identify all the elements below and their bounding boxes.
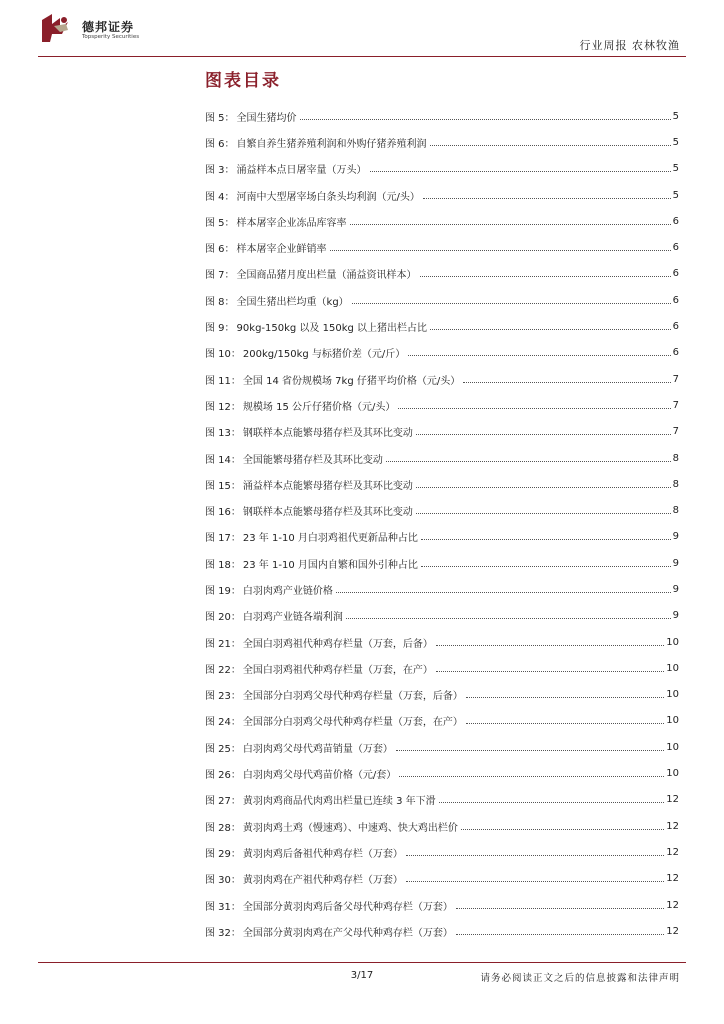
toc-dot-leader [416, 434, 671, 435]
toc-page-number: 6 [672, 347, 679, 359]
toc-figure-title: 全国生猪均价 [236, 112, 297, 124]
toc-figure-title: 白羽肉鸡父母代鸡苗价格（元/套） [242, 770, 397, 782]
toc-entry[interactable] [205, 208, 679, 234]
company-logo [38, 12, 156, 48]
toc-entry[interactable] [205, 576, 679, 602]
toc-dot-leader [456, 934, 664, 935]
toc-page-number: 5 [672, 136, 679, 148]
toc-page-number: 7 [672, 373, 679, 385]
toc-figure-label: 图 12： [205, 401, 241, 413]
toc-entry[interactable] [205, 392, 679, 418]
toc-page-number: 12 [666, 820, 679, 832]
toc-entry[interactable] [205, 497, 679, 523]
toc-page-number: 6 [672, 215, 679, 227]
toc-entry[interactable] [205, 419, 679, 445]
toc-dot-leader [430, 145, 671, 146]
toc-figure-title: 黄羽肉鸡后备祖代种鸡存栏（万套） [242, 848, 403, 860]
toc-entry[interactable] [205, 287, 679, 313]
toc-figure-label: 图 16： [205, 507, 241, 519]
toc-page-number: 10 [666, 741, 679, 753]
toc-dot-leader [456, 908, 664, 909]
toc-page-number: 9 [672, 583, 679, 595]
toc-dot-leader [352, 303, 671, 304]
toc-dot-leader [466, 723, 664, 724]
toc-dot-leader [463, 382, 670, 383]
toc-dot-leader [396, 750, 664, 751]
toc-figure-label: 图 13： [205, 428, 241, 440]
toc-figure-label: 图 22： [205, 664, 241, 676]
toc-dot-leader [350, 224, 671, 225]
toc-figure-label: 图 15： [205, 480, 241, 492]
toc-dot-leader [408, 355, 670, 356]
toc-page-number: 10 [666, 662, 679, 674]
toc-figure-title: 黄羽肉鸡土鸡（慢速鸡）、中速鸡、快大鸡出栏价 [242, 822, 458, 834]
toc-figure-label: 图 5： [205, 112, 235, 124]
toc-entry[interactable] [205, 182, 679, 208]
toc-dot-leader [399, 776, 664, 777]
toc-entry[interactable] [205, 629, 679, 655]
toc-entry[interactable] [205, 866, 679, 892]
toc-figure-label: 图 11： [205, 375, 241, 387]
toc-dot-leader [466, 697, 664, 698]
toc-page-number: 7 [672, 426, 679, 438]
toc-figure-title: 涌益样本点日屠宰量（万头） [236, 165, 367, 177]
toc-figure-label: 图 17： [205, 533, 241, 545]
toc-figure-label: 图 18： [205, 559, 241, 571]
toc-page-number: 6 [672, 321, 679, 333]
toc-page-number: 9 [672, 531, 679, 543]
toc-page-number: 5 [672, 189, 679, 201]
toc-dot-leader [421, 539, 671, 540]
logo-brand-cn: 德邦证券 [82, 20, 135, 34]
toc-figure-label: 图 29： [205, 848, 241, 860]
toc-figure-label: 图 7： [205, 270, 235, 282]
toc-figure-label: 图 31： [205, 901, 241, 913]
toc-figure-title: 全国 14 省份规模场 7kg 仔猪平均价格（元/头） [242, 375, 461, 387]
toc-page-number: 8 [672, 505, 679, 517]
toc-figure-title: 全国白羽鸡祖代种鸡存栏量（万套，后备） [242, 638, 433, 650]
toc-figure-title: 200kg/150kg 与标猪价差（元/斤） [242, 349, 406, 361]
toc-figure-title: 白羽肉鸡产业链价格 [242, 585, 333, 597]
toc-entry[interactable] [205, 892, 679, 918]
toc-figure-label: 图 24： [205, 717, 241, 729]
toc-figure-label: 图 30： [205, 875, 241, 887]
toc-dot-leader [436, 645, 664, 646]
toc-dot-leader [436, 671, 664, 672]
toc-figure-label: 图 21： [205, 638, 241, 650]
toc-dot-leader [421, 566, 671, 567]
toc-figure-label: 图 6： [205, 244, 235, 256]
toc-page-number: 12 [666, 873, 679, 885]
toc-entry[interactable] [205, 734, 679, 760]
toc-page-number: 6 [672, 242, 679, 254]
toc-page-number: 12 [666, 794, 679, 806]
toc-figure-title: 样本屠宰企业冻品库容率 [236, 217, 347, 229]
toc-figure-label: 图 8： [205, 296, 235, 308]
toc-page-number: 12 [666, 899, 679, 911]
toc-page-number: 6 [672, 268, 679, 280]
toc-figure-title: 涌益样本点能繁母猪存栏及其环比变动 [242, 480, 413, 492]
toc-entry[interactable] [205, 813, 679, 839]
toc-dot-leader [336, 592, 671, 593]
toc-figure-title: 全国部分白羽鸡父母代种鸡存栏量（万套，在产） [242, 717, 463, 729]
toc-page-number: 10 [666, 715, 679, 727]
toc-figure-label: 图 26： [205, 770, 241, 782]
toc-entry[interactable] [205, 156, 679, 182]
toc-page-number: 10 [666, 768, 679, 780]
toc-page-number: 12 [666, 925, 679, 937]
page-header [0, 0, 724, 62]
toc-entry[interactable] [205, 839, 679, 865]
toc-entry[interactable] [205, 655, 679, 681]
toc-page-number: 10 [666, 636, 679, 648]
toc-page-number: 6 [672, 294, 679, 306]
toc-figure-label: 图 9： [205, 323, 235, 335]
toc-figure-title: 90kg-150kg 以及 150kg 以上猪出栏占比 [236, 323, 428, 335]
toc-dot-leader [461, 829, 664, 830]
toc-page-number: 5 [672, 110, 679, 122]
toc-dot-leader [370, 171, 671, 172]
toc-entry[interactable] [205, 234, 679, 260]
toc-figure-title: 23 年 1-10 月国内自繁和国外引种占比 [242, 559, 418, 571]
toc-page-number: 12 [666, 846, 679, 858]
report-type: 行业周报 农林牧渔 [579, 39, 680, 52]
toc-figure-title: 钢联样本点能繁母猪存栏及其环比变动 [242, 507, 413, 519]
toc-figure-title: 白羽肉鸡父母代鸡苗销量（万套） [242, 743, 393, 755]
toc-page-number: 5 [672, 163, 679, 175]
toc-figure-label: 图 20： [205, 612, 241, 624]
toc-figure-label: 图 19： [205, 585, 241, 597]
toc-figure-label: 图 3： [205, 165, 235, 177]
toc-dot-leader [420, 276, 671, 277]
toc-dot-leader [386, 461, 671, 462]
toc-figure-title: 全国生猪出栏均重（kg） [236, 296, 349, 308]
toc-page-number: 10 [666, 689, 679, 701]
toc-figure-title: 规模场 15 公斤仔猪价格（元/头） [242, 401, 396, 413]
toc-page-number: 9 [672, 610, 679, 622]
toc-figure-label: 图 6： [205, 138, 235, 150]
toc-dot-leader [300, 119, 671, 120]
toc-figure-label: 图 32： [205, 927, 241, 939]
toc-figure-title: 全国白羽鸡祖代种鸡存栏量（万套，在产） [242, 664, 433, 676]
toc-entry[interactable] [205, 129, 679, 155]
page-number: 3/17 [350, 970, 374, 981]
toc-figure-title: 样本屠宰企业鲜销率 [236, 244, 327, 256]
toc-entry[interactable] [205, 261, 679, 287]
toc-figure-title: 自繁自养生猪养殖利润和外购仔猪养殖利润 [236, 138, 427, 150]
toc-entry[interactable] [205, 103, 679, 129]
toc-figure-label: 图 4： [205, 191, 235, 203]
toc-entry[interactable] [205, 918, 679, 944]
toc-figure-title: 全国商品猪月度出栏量（涌益资讯样本） [236, 270, 417, 282]
toc-dot-leader [416, 513, 671, 514]
toc-figure-label: 图 28： [205, 822, 241, 834]
toc-dot-leader [330, 250, 671, 251]
toc-figure-title: 河南中大型屠宰场白条头均利润（元/头） [236, 191, 420, 203]
toc-figure-label: 图 23： [205, 691, 241, 703]
toc-entry[interactable] [205, 313, 679, 339]
toc-figure-title: 黄羽肉鸡在产祖代种鸡存栏（万套） [242, 875, 403, 887]
toc-dot-leader [430, 329, 671, 330]
toc-page-number: 8 [672, 452, 679, 464]
toc-entry[interactable] [205, 445, 679, 471]
toc-dot-leader [346, 618, 671, 619]
toc-dot-leader [423, 198, 671, 199]
toc-figure-title: 全国部分黄羽肉鸡在产父母代种鸡存栏（万套） [242, 927, 453, 939]
toc-dot-leader [406, 881, 664, 882]
toc-entry[interactable] [205, 340, 679, 366]
toc-figure-label: 图 5： [205, 217, 235, 229]
toc-dot-leader [439, 802, 665, 803]
toc-entry[interactable] [205, 787, 679, 813]
figure-list [205, 103, 679, 945]
toc-dot-leader [416, 487, 671, 488]
section-title: 图表目录 [205, 71, 281, 91]
toc-entry[interactable] [205, 550, 679, 576]
toc-figure-title: 23 年 1-10 月白羽鸡祖代更新品种占比 [242, 533, 418, 545]
toc-figure-title: 白羽鸡产业链各端利润 [242, 612, 343, 624]
toc-figure-title: 黄羽肉鸡商品代肉鸡出栏量已连续 3 年下滑 [242, 796, 436, 808]
toc-entry[interactable] [205, 708, 679, 734]
toc-page-number: 8 [672, 478, 679, 490]
toc-entry[interactable] [205, 682, 679, 708]
toc-figure-label: 图 14： [205, 454, 241, 466]
toc-figure-label: 图 25： [205, 743, 241, 755]
toc-figure-label: 图 27： [205, 796, 241, 808]
toc-entry[interactable] [205, 760, 679, 786]
toc-dot-leader [398, 408, 670, 409]
toc-entry[interactable] [205, 471, 679, 497]
toc-page-number: 9 [672, 557, 679, 569]
header-divider [38, 56, 686, 57]
toc-figure-title: 全国部分黄羽肉鸡后备父母代种鸡存栏（万套） [242, 901, 453, 913]
toc-figure-title: 钢联样本点能繁母猪存栏及其环比变动 [242, 428, 413, 440]
toc-page-number: 7 [672, 399, 679, 411]
toc-dot-leader [406, 855, 664, 856]
toc-figure-title: 全国能繁母猪存栏及其环比变动 [242, 454, 383, 466]
toc-entry[interactable] [205, 603, 679, 629]
disclaimer: 请务必阅读正文之后的信息披露和法律声明 [480, 973, 680, 984]
toc-figure-label: 图 10： [205, 349, 241, 361]
footer-divider [38, 962, 686, 963]
toc-figure-title: 全国部分白羽鸡父母代种鸡存栏量（万套，后备） [242, 691, 463, 703]
logo-brand-en: Topsperity Securities [82, 34, 140, 40]
toc-entry[interactable] [205, 366, 679, 392]
toc-entry[interactable] [205, 524, 679, 550]
logo-emblem-icon [38, 12, 78, 46]
